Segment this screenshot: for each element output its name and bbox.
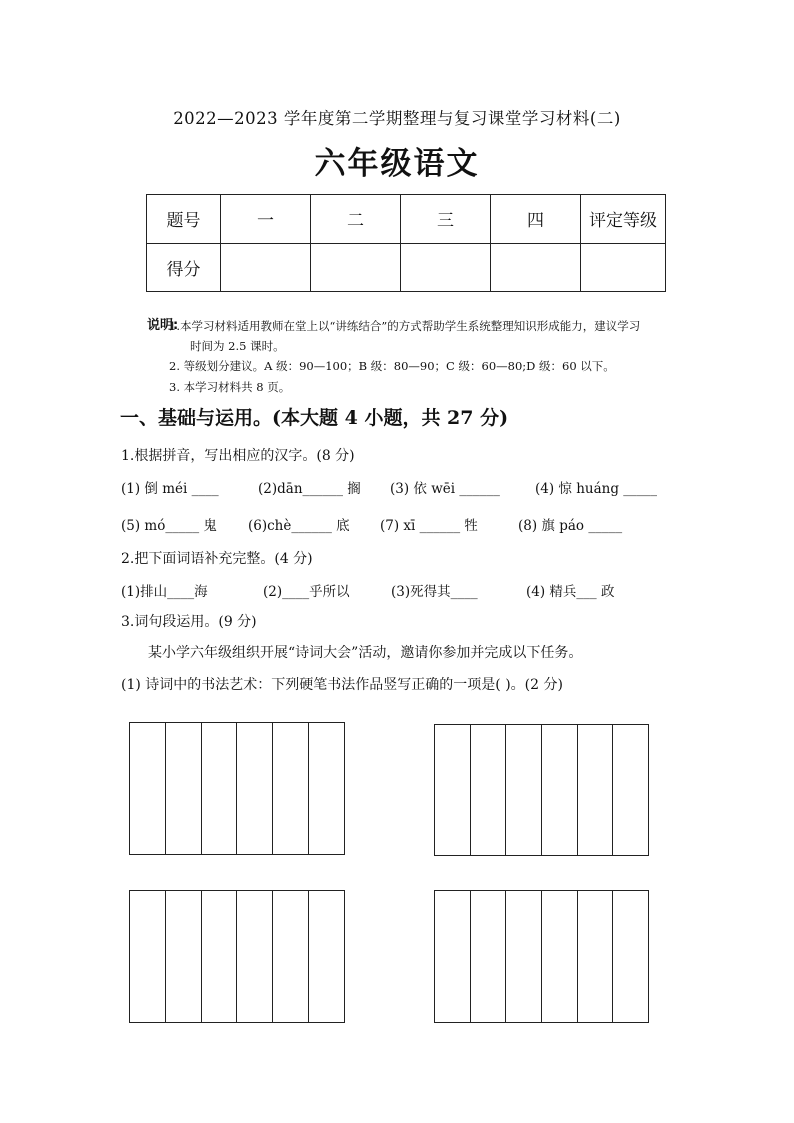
grid-column (166, 891, 202, 1022)
q1-item: (2)dān______ 搁 (258, 481, 361, 497)
q1-item: (1) 倒 méi ____ (121, 481, 219, 497)
score-table (146, 194, 666, 292)
option-d-grid[interactable] (434, 890, 649, 1023)
question-2-prompt: 2.把下面词语补充完整。(4 分) (121, 551, 313, 567)
table-row (147, 243, 666, 292)
grid-column (130, 891, 166, 1022)
score-input-cell[interactable] (221, 243, 311, 292)
table-cell: 三 (401, 195, 491, 244)
grid-column (309, 723, 344, 854)
grid-column (578, 725, 614, 855)
page-title: 六年级语文 (314, 146, 480, 182)
q2-item: (3)死得其____ (391, 584, 478, 600)
grid-column (130, 723, 166, 854)
table-cell: 二 (311, 195, 401, 244)
grid-column (237, 723, 273, 854)
note-item-3: 3. 本学习材料共 8 页。 (169, 380, 291, 394)
table-cell: 题号 (147, 195, 221, 244)
option-b-grid[interactable] (434, 724, 649, 856)
grid-column (506, 891, 542, 1022)
q2-item: (2)____乎所以 (263, 584, 350, 600)
grid-column (471, 725, 507, 855)
q1-item: (4) 惊 huáng _____ (535, 481, 658, 497)
question-1-prompt: 1.根据拼音，写出相应的汉字。(8 分) (121, 448, 355, 464)
q1-item: (5) mó_____ 鬼 (121, 518, 217, 534)
grid-column (506, 725, 542, 855)
grid-column (309, 891, 344, 1022)
table-cell: 一 (221, 195, 311, 244)
document-subtitle: 2022—2023 学年度第二学期整理与复习课堂学习材料(二) (173, 109, 621, 128)
grid-column (273, 891, 309, 1022)
grid-column (613, 891, 648, 1022)
notes-label: 说明: (147, 318, 179, 333)
grade-input-cell[interactable] (581, 243, 666, 292)
table-cell: 评定等级 (581, 195, 666, 244)
grid-column (471, 891, 507, 1022)
q1-item: (6)chè______ 底 (248, 518, 350, 534)
score-input-cell[interactable] (401, 243, 491, 292)
grid-column (542, 725, 578, 855)
grid-column (542, 891, 578, 1022)
grid-column (435, 725, 471, 855)
option-c-grid[interactable] (129, 890, 345, 1023)
grid-column (202, 723, 238, 854)
note-item-1: 1.本学习材料适用教师在堂上以“讲练结合”的方式帮助学生系统整理知识形成能力，建议学习 (169, 319, 641, 333)
grid-column (435, 891, 471, 1022)
note-item-1-cont: 时间为 2.5 课时。 (190, 339, 285, 353)
table-cell: 得分 (147, 243, 221, 292)
note-item-2: 2. 等级划分建议。A 级：90—100；B 级：80—90；C 级：60—80;D 级：60 以下。 (169, 359, 615, 373)
q1-item: (7) xī ______ 牲 (380, 518, 478, 534)
grid-column (613, 725, 648, 855)
score-input-cell[interactable] (311, 243, 401, 292)
grid-column (578, 891, 614, 1022)
question-3-intro: 某小学六年级组织开展“诗词大会”活动，邀请你参加并完成以下任务。 (148, 645, 583, 661)
q2-item: (4) 精兵___ 政 (526, 584, 615, 600)
table-cell: 四 (491, 195, 581, 244)
section-heading: 一、基础与运用。(本大题 4 小题，共 27 分) (120, 407, 509, 429)
question-3-prompt: 3.词句段运用。(9 分) (121, 614, 257, 630)
grid-column (273, 723, 309, 854)
option-a-grid[interactable] (129, 722, 345, 855)
grid-column (202, 891, 238, 1022)
q2-item: (1)排山____海 (121, 584, 208, 600)
grid-column (237, 891, 273, 1022)
grid-column (166, 723, 202, 854)
q1-item: (3) 依 wēi ______ (390, 481, 500, 497)
score-input-cell[interactable] (491, 243, 581, 292)
question-3-sub1: (1) 诗词中的书法艺术：下列硬笔书法作品竖写正确的一项是( )。(2 分) (121, 677, 563, 693)
table-row (147, 195, 666, 244)
q1-item: (8) 旗 páo _____ (518, 518, 623, 534)
